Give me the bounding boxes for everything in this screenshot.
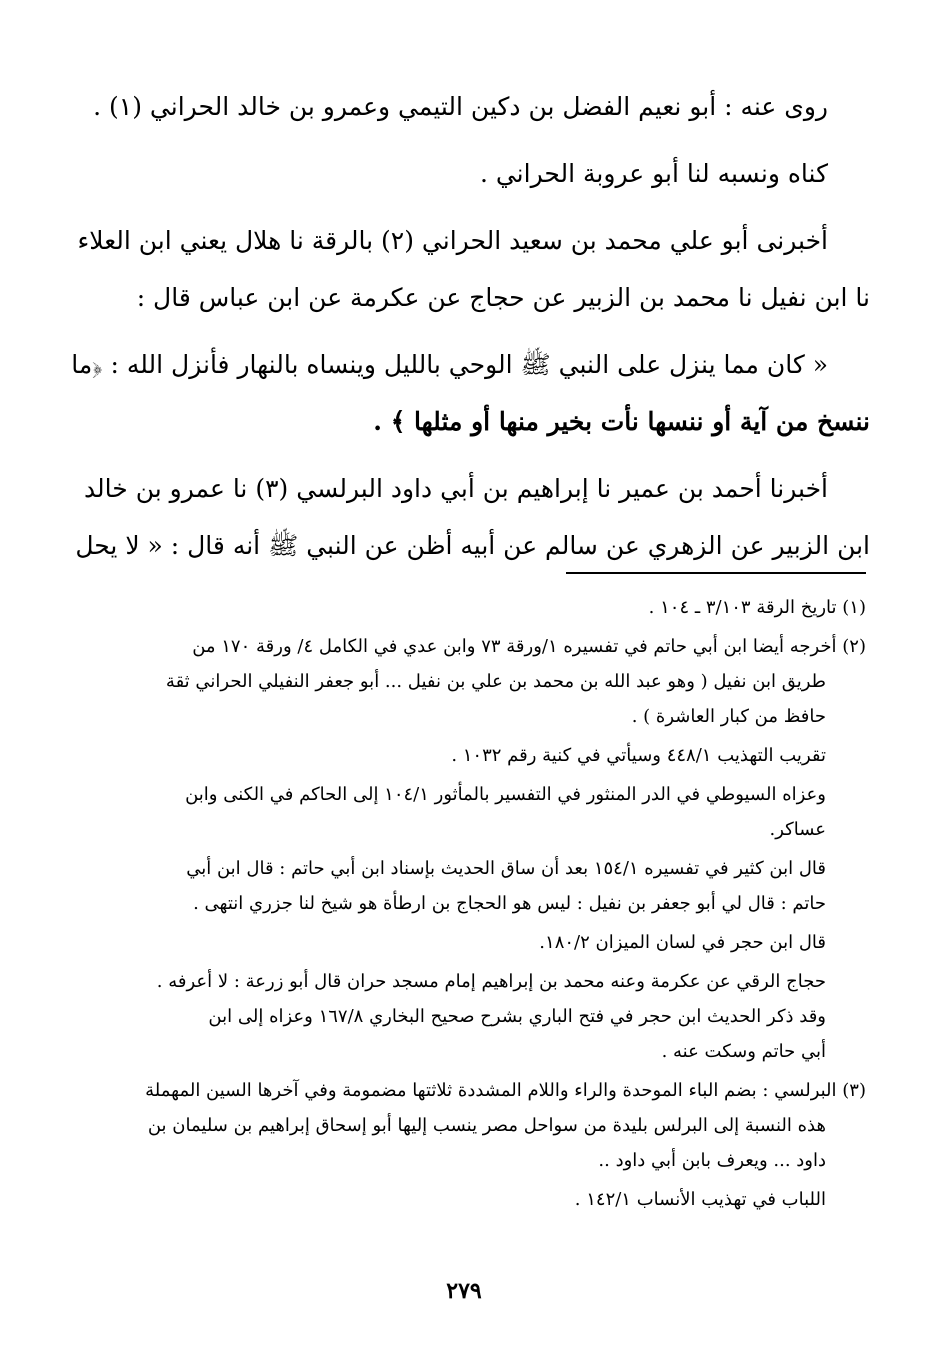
footnote-line: داود ... ويعرف بابن أبي داود .. <box>598 1150 826 1171</box>
text-line: نا ابن نفيل نا محمد بن الزبير عن حجاج عن عكرمة عن ابن عباس قال : <box>136 283 870 312</box>
footnote-3-lubab <box>60 1182 866 1217</box>
text-line: « كان مما ينزل على النبي ﷺ الوحي بالليل وينساه بالنهار فأنزل الله : ﴿ما <box>71 350 828 379</box>
footnote-line: تقريب التهذيب ٤٤٨/١ وسيأتي في كنية رقم ١٠٣٢ . <box>451 745 826 766</box>
paragraph-narrators <box>58 78 870 135</box>
paragraph-hadith-1 <box>58 336 870 450</box>
footnote-line: عساكر. <box>769 819 826 840</box>
footnote-3 <box>60 1073 866 1178</box>
footnote-line: (١) تاريخ الرقة ٣/١٠٣ ـ ١٠٤ . <box>648 597 866 618</box>
footnote-line: وعزاه السيوطي في الدر المنثور في التفسير بالمأثور ١٠٤/١ إلى الحاكم في الكنى وابن <box>185 784 826 805</box>
footnote-line: قال ابن كثير في تفسيره ١٥٤/١ بعد أن ساق الحديث بإسناد ابن أبي حاتم : قال ابن أبي <box>186 858 826 879</box>
footnote-line: أبي حاتم وسكت عنه . <box>661 1041 826 1062</box>
quran-verse-line: ننسخ من آية أو ننسها نأت بخير منها أو مثلها ﴾ . <box>373 407 870 436</box>
paragraph-isnad-2 <box>58 460 870 574</box>
text-line: ابن الزبير عن الزهري عن سالم عن أبيه أظن عن النبي ﷺ أنه قال : « لا يحل <box>75 531 870 560</box>
footnote-separator <box>566 572 866 574</box>
paragraph-kunya <box>58 145 870 202</box>
footnote-2-hajjaj <box>60 964 866 1069</box>
footnote-line: قال ابن حجر في لسان الميزان ١٨٠/٢. <box>539 932 826 953</box>
footnote-1 <box>60 590 866 625</box>
footnote-2-suyuti <box>60 777 866 847</box>
footnote-line: حافظ من كبار العاشرة ) . <box>631 706 826 727</box>
text-line: روى عنه : أبو نعيم الفضل بن دكين التيمي وعمرو بن خالد الحراني (١) . <box>93 92 828 121</box>
footnote-line: (٣) البرلسي : بضم الباء الموحدة والراء واللام المشددة ثلاثتها مضمومة وفي آخرها السين المهملة <box>145 1080 866 1101</box>
text-line: كناه ونسبه لنا أبو عروبة الحراني . <box>479 159 828 188</box>
page-number: ٢٧٩ <box>446 1278 482 1304</box>
footnote-2-ibn-kathir <box>60 851 866 921</box>
footnote-line: طريق ابن نفيل ( وهو عبد الله بن محمد بن علي بن نفيل ... أبو جعفر النفيلي الحراني ثقة <box>165 671 826 692</box>
paragraph-isnad-1 <box>58 212 870 326</box>
footnote-line: حاتم : قال لي أبو جعفر بن نفيل : ليس هو الحجاج بن ارطأة هو شيخ لنا جزري انتهى . <box>193 893 826 914</box>
footnote-line: هذه النسبة إلى البرلس بليدة من سواحل مصر ينسب إليها أبو إسحاق إبراهيم بن سليمان بن <box>147 1115 826 1136</box>
footnote-line: وقد ذكر الحديث ابن حجر في فتح الباري بشرح صحيح البخاري ١٦٧/٨ وعزاه إلى ابن <box>208 1006 826 1027</box>
footnote-line: اللباب في تهذيب الأنساب ١٤٢/١ . <box>574 1189 826 1210</box>
text-line: أخبرنى أبو علي محمد بن سعيد الحراني (٢) بالرقة نا هلال يعني ابن العلاء <box>77 226 828 255</box>
footnotes <box>60 590 866 1221</box>
footnote-2-taqrib <box>60 738 866 773</box>
footnote-2 <box>60 629 866 734</box>
main-text <box>58 78 870 584</box>
footnote-2-ibn-hajar <box>60 925 866 960</box>
footnote-line: (٢) أخرجه أيضا ابن أبي حاتم في تفسيره ١/ورقة ٧٣ وابن عدي في الكامل ٤/ ورقة ١٧٠ من <box>192 636 866 657</box>
footnote-line: حجاج الرقي عن عكرمة وعنه محمد بن إبراهيم إمام مسجد حران قال أبو زرعة : لا أعرفه . <box>156 971 826 992</box>
text-line: أخبرنا أحمد بن عمير نا إبراهيم بن أبي داود البرلسي (٣) نا عمرو بن خالد <box>83 474 828 503</box>
